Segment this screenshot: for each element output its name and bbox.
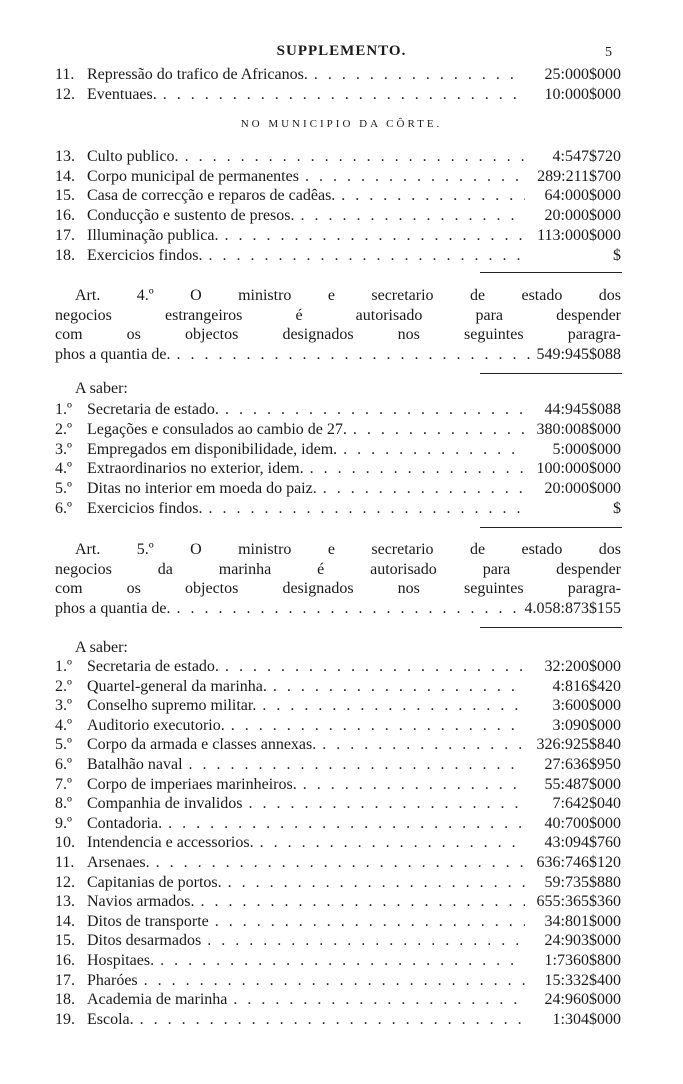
line-item — [55, 814, 621, 834]
line-item — [55, 696, 621, 716]
item-label: Legações e consulados ao cambio de 27. — [87, 420, 347, 438]
item-label: Auditorio executorio. — [87, 716, 225, 734]
dot-leader — [209, 499, 525, 519]
item-number: 7.º — [55, 775, 72, 793]
dot-leader — [207, 931, 525, 951]
dot-leader — [225, 226, 525, 246]
item-amount: 113:000$000 — [537, 226, 621, 244]
item-number: 3.º — [55, 697, 72, 715]
line-item — [55, 833, 621, 853]
item-number: 11. — [55, 854, 75, 871]
line-item — [55, 479, 621, 499]
item-label: Corpo da armada e classes annexas. — [87, 736, 317, 754]
line-item — [55, 755, 621, 775]
item-label: Batalhão naval — [87, 756, 183, 773]
dot-leader — [140, 1010, 525, 1030]
dot-leader — [323, 479, 525, 499]
line-item — [55, 85, 621, 105]
item-amount: 636:746$120 — [536, 854, 621, 871]
item-amount: 15:332$400 — [544, 971, 621, 989]
item-number: 15. — [55, 187, 75, 205]
line-item — [55, 167, 621, 187]
item-label: Exercicios findos. — [87, 246, 203, 264]
item-label: Illuminação publica. — [87, 226, 219, 244]
item-label: Secretaria de estado. — [87, 658, 219, 675]
item-label: Exercicios findos. — [87, 500, 203, 517]
item-number: 8.º — [55, 795, 72, 813]
item-number: 1.º — [55, 658, 72, 675]
dot-leader — [160, 951, 525, 971]
line-item — [55, 951, 621, 971]
line-item — [55, 912, 621, 932]
item-label: Companhia de invalidos — [87, 795, 243, 813]
dot-leader — [185, 147, 525, 167]
line-item — [55, 971, 621, 991]
line-item — [55, 499, 621, 519]
para-line: Art. 4.º O ministro e secretario de estado dos — [75, 287, 621, 304]
dot-leader — [341, 186, 525, 206]
item-number: 1.º — [55, 401, 72, 418]
item-amount: 3:600$000 — [552, 697, 621, 715]
item-label: Pharóes — [87, 971, 138, 989]
item-amount: 4:816$420 — [552, 677, 621, 695]
item-label: Culto publico. — [87, 148, 179, 165]
line-item — [55, 1010, 621, 1030]
item-amount: 289:211$700 — [537, 167, 621, 185]
line-item — [55, 873, 621, 893]
dot-leader — [189, 755, 525, 775]
art5-paragraph — [55, 540, 621, 618]
line-item — [55, 853, 621, 873]
item-number: 18. — [55, 991, 75, 1009]
item-number: 6.º — [55, 756, 72, 773]
item-amount: $ — [613, 246, 621, 264]
item-amount: 43:094$760 — [544, 834, 621, 852]
para-line: phos a quantia de. — [55, 345, 171, 363]
item-amount: 3:090$000 — [552, 716, 621, 734]
item-number: 16. — [55, 207, 75, 225]
dot-leader — [209, 246, 525, 266]
dot-leader — [301, 206, 525, 226]
item-number: 5.º — [55, 480, 72, 498]
item-number: 4.º — [55, 716, 72, 734]
para-line: negocios da marinha é autorisado para despender — [55, 560, 621, 578]
line-item — [55, 990, 621, 1010]
item-number: 11. — [55, 66, 75, 83]
item-label: Ditos de transporte — [87, 912, 209, 930]
divider — [480, 627, 622, 628]
item-number: 14. — [55, 912, 75, 930]
item-label: Intendencia e accessorios. — [87, 834, 254, 852]
dot-leader — [343, 440, 525, 460]
dot-leader — [322, 735, 525, 755]
item-amount: 5:000$000 — [552, 440, 621, 458]
line-item — [55, 794, 621, 814]
item-label: Eventuaes. — [87, 85, 157, 103]
line-item — [55, 420, 621, 440]
line-item — [55, 657, 621, 677]
item-number: 12. — [55, 85, 75, 103]
item-number: 13. — [55, 148, 75, 165]
item-amount: 100:000$000 — [536, 460, 621, 478]
item-number: 15. — [55, 932, 75, 950]
item-number: 16. — [55, 952, 75, 969]
dot-leader — [303, 775, 525, 795]
item-number: 3.º — [55, 440, 72, 458]
item-label: Arsenaes. — [87, 854, 150, 871]
item-amount: 55:487$000 — [544, 775, 621, 793]
item-amount: 34:801$000 — [544, 912, 621, 930]
item-amount: 326:925$840 — [536, 736, 621, 754]
section-heading: NO MUNICIPIO DA CÔRTE. — [240, 118, 443, 130]
dot-leader — [177, 345, 531, 365]
item-amount: 1:304$000 — [552, 1010, 621, 1028]
item-label: Ditas no interior em moeda do paiz. — [87, 480, 317, 498]
item-label: Casa de correcção e reparos de cadêas. — [87, 187, 336, 205]
item-amount: 655:365$360 — [536, 893, 621, 911]
item-label: Navios armados. — [87, 893, 195, 911]
dot-leader — [163, 85, 525, 105]
item-label: Empregados em disponibilidade, idem. — [87, 440, 338, 458]
line-item — [55, 716, 621, 736]
item-label: Ditos desarmados — [87, 932, 202, 950]
item-label: Conducção e sustento de presos. — [87, 207, 295, 225]
page-title: SUPPLEMENTO. — [276, 43, 407, 59]
item-label: Corpo de imperiaes marinheiros. — [87, 775, 297, 793]
dot-leader — [215, 912, 525, 932]
item-number: 4.º — [55, 460, 72, 478]
item-number: 9.º — [55, 814, 72, 832]
dot-leader — [177, 599, 519, 619]
item-amount: 380:008$000 — [536, 420, 621, 438]
item-label: Escola. — [87, 1010, 134, 1028]
divider — [480, 527, 622, 528]
line-item — [55, 931, 621, 951]
line-item — [55, 400, 621, 420]
dot-leader — [260, 833, 525, 853]
divider — [480, 272, 622, 273]
dot-leader — [231, 716, 525, 736]
para-line: Art. 5.º O ministro e secretario de estado dos — [75, 541, 621, 558]
para-line: com os objectos designados nos seguintes paragra- — [55, 580, 621, 598]
item-number: 12. — [55, 873, 75, 891]
art4-paragraph — [55, 286, 621, 364]
item-number: 17. — [55, 971, 75, 989]
item-amount: 10:000$000 — [544, 85, 621, 103]
line-item — [55, 459, 621, 479]
item-label: Capitanias de portos. — [87, 873, 222, 891]
item-label: Quartel-general da marinha. — [87, 677, 267, 695]
item-label: Repressão do trafico de Africanos. — [87, 66, 308, 83]
item-label: Academia de marinha — [87, 991, 228, 1009]
divider — [480, 373, 622, 374]
item-amount: 4:547$720 — [552, 148, 621, 165]
line-item — [55, 147, 621, 167]
line-item — [55, 735, 621, 755]
item-number: 2.º — [55, 420, 72, 438]
item-amount: 27:636$950 — [544, 756, 621, 773]
para-line: phos a quantia de. — [55, 599, 171, 617]
dot-leader — [273, 677, 525, 697]
dot-leader — [249, 794, 525, 814]
item-label: Corpo municipal de permanentes — [87, 167, 299, 185]
dot-leader — [262, 696, 525, 716]
dot-leader — [144, 971, 525, 991]
item-label: Extraordinarios no exterior, idem. — [87, 460, 304, 478]
para-line: com os objectos designados nos seguintes paragra- — [55, 326, 621, 344]
item-label: Secretaria de estado. — [87, 401, 219, 418]
item-amount: 20:000$000 — [544, 207, 621, 225]
dot-leader — [233, 990, 525, 1010]
dot-leader — [225, 657, 525, 677]
dot-leader — [225, 400, 525, 420]
item-number: 19. — [55, 1010, 75, 1028]
item-number: 2.º — [55, 677, 72, 695]
dot-leader — [156, 853, 525, 873]
dot-leader — [168, 814, 525, 834]
a-saber-label: A saber: — [75, 639, 128, 656]
item-number: 17. — [55, 226, 75, 244]
dot-leader — [353, 420, 525, 440]
item-amount: 24:903$000 — [544, 932, 621, 950]
item-amount: 24:960$000 — [544, 991, 621, 1009]
item-number: 6.º — [55, 500, 72, 517]
item-amount: 32:200$000 — [544, 658, 621, 675]
line-item — [55, 677, 621, 697]
item-amount: $ — [613, 500, 621, 517]
item-amount: 44:945$088 — [544, 401, 621, 418]
line-item — [55, 206, 621, 226]
line-item — [55, 440, 621, 460]
art4-total: 549:945$088 — [536, 345, 621, 363]
line-item — [55, 892, 621, 912]
item-label: Conselho supremo militar. — [87, 697, 257, 715]
line-item — [55, 65, 621, 85]
item-amount: 7:642$040 — [552, 795, 621, 813]
item-number: 10. — [55, 834, 75, 852]
line-item — [55, 246, 621, 266]
line-item — [55, 775, 621, 795]
item-number: 5.º — [55, 736, 72, 754]
item-number: 18. — [55, 246, 75, 264]
dot-leader — [228, 873, 525, 893]
item-number: 14. — [55, 167, 75, 185]
dot-leader — [310, 459, 525, 479]
dot-leader — [201, 892, 525, 912]
dot-leader — [305, 167, 525, 187]
line-item — [55, 186, 621, 206]
dot-leader — [314, 65, 525, 85]
art5-total: 4.058:873$155 — [524, 599, 621, 617]
item-amount: 1:7360$800 — [544, 952, 621, 969]
item-amount: 20:000$000 — [544, 480, 621, 498]
item-amount: 59:735$880 — [544, 873, 621, 891]
item-label: Hospitaes. — [87, 952, 155, 969]
item-label: Contadoria. — [87, 814, 163, 832]
para-line: negocios estrangeiros é autorisado para despender — [55, 306, 621, 324]
item-number: 13. — [55, 893, 75, 911]
item-amount: 40:700$000 — [544, 814, 621, 832]
item-amount: 25:000$000 — [544, 66, 621, 83]
item-amount: 64:000$000 — [544, 187, 621, 205]
line-item — [55, 226, 621, 246]
page-number: 5 — [605, 45, 612, 60]
a-saber-label: A saber: — [75, 380, 128, 397]
